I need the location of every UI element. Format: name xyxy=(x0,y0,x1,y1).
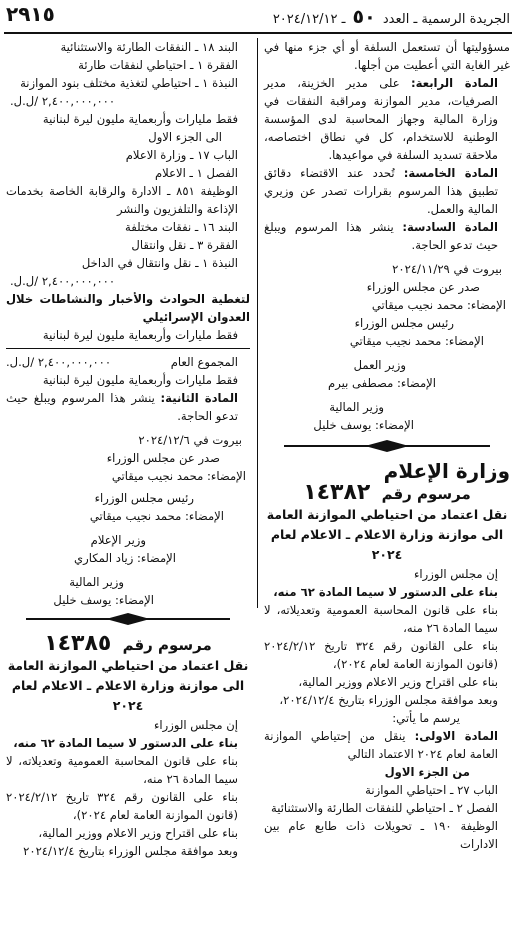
article-label: المادة الاولى: xyxy=(414,729,498,743)
decree-date: بيروت في ٢٠٢٤/١١/٢٩ xyxy=(392,262,502,276)
article-5 xyxy=(264,164,510,218)
amount: ٢,٤٠٠,٠٠٠,٠٠٠ /ل.ل. xyxy=(10,274,116,288)
preamble-line: بناء على قانون المحاسبة العمومية وتعديلاته، لا سيما المادة ٢٦ منه، xyxy=(6,754,238,786)
preamble-line: بناء على اقتراح وزير الاعلام ووزير المالية، xyxy=(38,826,238,840)
signature-line: وزير الإعلام xyxy=(90,533,146,547)
signature-line: الإمضاء: محمد نجيب ميقاتي xyxy=(371,298,506,312)
signature-line: رئيس مجلس الوزراء xyxy=(354,316,454,330)
budget-line: الفقرة ٣ ـ نقل وانتقال xyxy=(131,238,238,252)
article-text: ينقل من إحتياطي الموازنة العامة لعام ٢٠٢٤ الاعتماد التالي xyxy=(264,729,498,761)
budget-part: من الجزء الاول xyxy=(384,765,470,779)
signature-line: رئيس مجلس الوزراء xyxy=(94,491,194,505)
budget-line: الفقرة ١ ـ احتياطي لنفقات طارئة xyxy=(78,58,238,72)
article-2 xyxy=(6,389,250,425)
ministry-title: وزارة الإعلام xyxy=(383,459,510,483)
signature-line: الإمضاء: محمد نجيب ميقاتي xyxy=(89,509,224,523)
paragraph: مسؤوليتها أن تستعمل السلفة أو أي جزء منها في غير الغاية التي أعطيت من أجلها. xyxy=(264,40,510,72)
article-text: ينشر هذا المرسوم ويبلغ حيث تدعو الحاجة. xyxy=(6,391,238,423)
signature-line: وزير المالية xyxy=(329,400,384,414)
decree-subject: نقل اعتماد من احتياطي الموازنة العامة xyxy=(7,658,249,673)
signature-line: الإمضاء: يوسف خليل xyxy=(313,418,414,432)
budget-part: الى الجزء الاول xyxy=(148,130,222,144)
amount-words: فقط مليارات وأربعماية مليون ليرة لبنانية xyxy=(42,328,238,342)
purpose-note: لتغطية الحوادث والأخبار والنشاطات خلال العدوان الإسرائيلي xyxy=(6,292,250,324)
budget-line: الوظيفة ٨٥١ ـ الادارة والرقابة الخاصة بخدمات الإذاعة والتلفزيون والنشر xyxy=(6,184,238,216)
preamble-line: إن مجلس الوزراء xyxy=(153,718,238,732)
article-1 xyxy=(264,727,510,763)
budget-line: الباب ١٧ ـ وزارة الاعلام xyxy=(125,148,238,162)
budget-line: الفصل ١ ـ الاعلام xyxy=(155,166,238,180)
budget-line: الفصل ٢ ـ احتياطي للنفقات الطارئة والاستثنائية xyxy=(270,801,498,815)
total-label: المجموع العام xyxy=(170,355,238,369)
section-separator xyxy=(264,436,510,456)
budget-line: النبذة ١ ـ نقل وانتقال في الداخل xyxy=(81,256,238,270)
budget-line: البند ١٦ ـ نفقات مختلفة xyxy=(125,220,238,234)
article-label: المادة الخامسة: xyxy=(403,166,499,180)
article-4 xyxy=(264,74,510,164)
header-rule xyxy=(4,32,512,34)
preamble-line: بناء على قانون المحاسبة العمومية وتعديلاته، لا سيما المادة ٢٦ منه، xyxy=(264,603,498,635)
total-line xyxy=(6,353,250,371)
gazette-title xyxy=(273,6,510,28)
signature-line: الإمضاء: يوسف خليل xyxy=(53,593,154,607)
amount-words: فقط مليارات وأربعماية مليون ليرة لبنانية xyxy=(42,112,238,126)
decree-date: بيروت في ٢٠٢٤/١٢/٦ xyxy=(138,433,242,447)
article-text: ينشر هذا المرسوم ويبلغ حيث تدعو الحاجة. xyxy=(264,220,498,252)
preamble-line: وبعد موافقة مجلس الوزراء بتاريخ ٢٠٢٤/١٢/٤، xyxy=(279,693,498,707)
decree-subject: الى موازنة وزارة الاعلام ـ الاعلام لعام ٢٠٢٤ xyxy=(270,527,504,562)
preamble-line: بناء على القانون رقم ٣٢٤ تاريخ ٢٠٢٤/٢/١٢ (قانون الموازنة العامة لعام ٢٠٢٤)، xyxy=(6,790,238,822)
article-6 xyxy=(264,218,510,254)
article-label: المادة الرابعة: xyxy=(410,76,499,90)
amount: ٢,٤٠٠,٠٠٠,٠٠٠ /ل.ل. xyxy=(10,94,116,108)
signature-line: الإمضاء: محمد نجيب ميقاتي xyxy=(349,334,484,348)
budget-line: النبذة ١ ـ احتياطي لتغذية مختلف بنود الموازنة xyxy=(20,76,238,90)
left-column xyxy=(6,38,250,860)
signature-line: وزير المالية xyxy=(69,575,124,589)
signature-line: صدر عن مجلس الوزراء xyxy=(366,280,480,294)
amount-words: فقط مليارات وأربعماية مليون ليرة لبنانية xyxy=(42,373,238,387)
issue-number: ٥٠ xyxy=(352,6,376,28)
decree-heading xyxy=(264,480,510,505)
signature-line: وزير العمل xyxy=(353,358,406,372)
preamble-line: بناء على اقتراح وزير الاعلام ووزير المالية، xyxy=(298,675,498,689)
article-text: تُحدد عند الاقتضاء دقائق تطبيق هذا المرسوم بقرارات تصدر عن وزيري المالية والعمل. xyxy=(264,166,498,216)
decree-heading xyxy=(6,631,250,656)
budget-line: الوظيفة ١٩٠ ـ تحويلات ذات طابع عام بين الادارات xyxy=(264,819,498,851)
article-label: المادة الثانية: xyxy=(160,391,239,405)
signature-line: الإمضاء: مصطفى بيرم xyxy=(328,376,436,390)
decree-label: مرسوم رقم xyxy=(381,485,471,503)
total-value: ٢,٤٠٠,٠٠٠,٠٠٠ /ل.ل. xyxy=(6,355,112,369)
decree-number: ١٤٣٨٢ xyxy=(303,480,371,505)
gazette-title-prefix: الجريدة الرسمية ـ العدد xyxy=(382,12,510,27)
column-divider xyxy=(257,38,258,608)
article-label: المادة السادسة: xyxy=(402,220,498,234)
decree-number: ١٤٣٨٥ xyxy=(44,631,112,656)
signature-line: الإمضاء: محمد نجيب ميقاتي xyxy=(111,469,246,483)
page-header xyxy=(0,0,516,34)
decree-subject: الى موازنة وزارة الاعلام ـ الاعلام لعام ٢٠٢٤ xyxy=(11,678,245,713)
gazette-date: ـ ٢٠٢٤/١٢/١٢ xyxy=(272,12,346,27)
preamble-line: إن مجلس الوزراء xyxy=(413,567,498,581)
section-separator xyxy=(6,609,250,629)
signature-line: الإمضاء: زياد المكاري xyxy=(74,551,176,565)
total-rule xyxy=(6,348,250,349)
page-number: ٢٩١٥ xyxy=(6,2,55,26)
signature-line: صدر عن مجلس الوزراء xyxy=(106,451,220,465)
preamble-line: بناء على الدستور لا سيما المادة ٦٢ منه، xyxy=(273,585,498,599)
decree-label: مرسوم رقم xyxy=(122,636,212,654)
budget-line: الباب ٢٧ ـ احتياطي الموازنة xyxy=(365,783,498,797)
preamble-line: بناء على الدستور لا سيما المادة ٦٢ منه، xyxy=(13,736,238,750)
article-text: على مدير الخزينة، مدير الصرفيات، مدير الموازنة ومراقبة النفقات في وزارة المالية وجهاز المحاسبة لدى المؤسسة الوطنية للاستخدام، كل في نطاق اختصاصه، ملاحقة تسديد السلفة في مواعيدها. xyxy=(264,76,498,162)
decree-subject: نقل اعتماد من احتياطي الموازنة العامة xyxy=(266,507,508,522)
preamble-line: بناء على القانون رقم ٣٢٤ تاريخ ٢٠٢٤/٢/١٢ (قانون الموازنة العامة لعام ٢٠٢٤)، xyxy=(264,639,498,671)
preamble-line: وبعد موافقة مجلس الوزراء بتاريخ ٢٠٢٤/١٢/٤ xyxy=(23,844,238,858)
preamble-line: يرسم ما يأتي: xyxy=(392,711,460,725)
budget-line: البند ١٨ ـ النفقات الطارئة والاستثنائية xyxy=(60,40,238,54)
right-column xyxy=(264,38,510,853)
